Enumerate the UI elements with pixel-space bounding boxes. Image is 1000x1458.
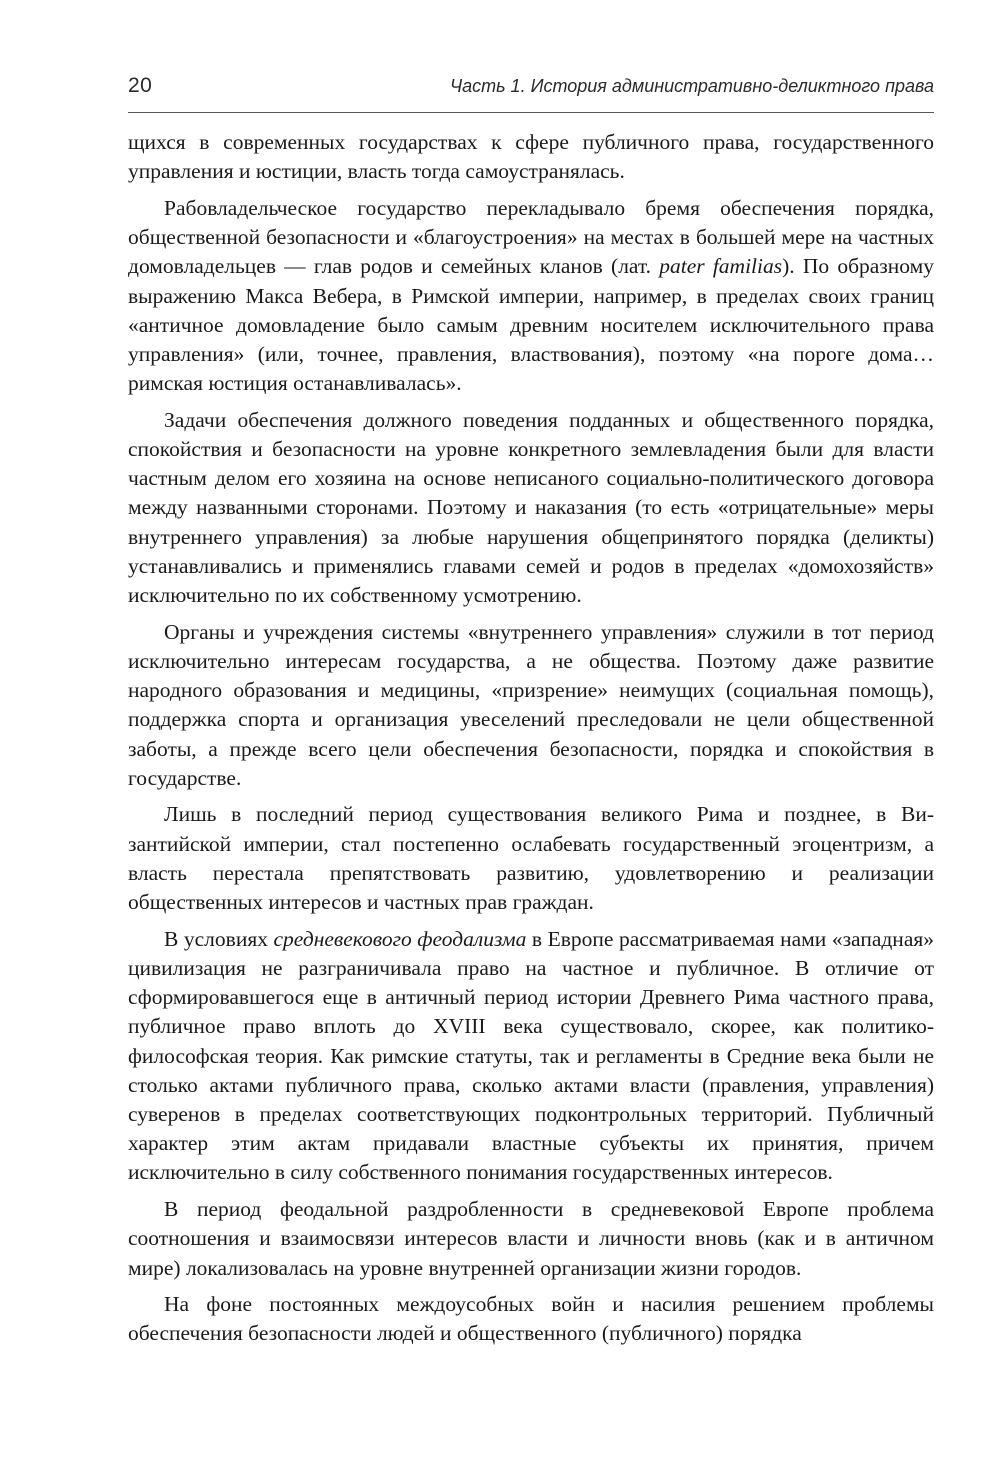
paragraph bbox=[128, 406, 934, 610]
paragraph bbox=[128, 128, 934, 186]
paragraph bbox=[128, 1195, 934, 1283]
header-rule bbox=[128, 112, 934, 113]
latin-term: pater familias bbox=[659, 254, 783, 279]
text-run: ). По образному выражению Макса Вебера, в Римской империи, например, в пределах своих границ «античное домовладение было самым древним носителем исключительного права управления» (или, точнее, правления, властвования), поэтому «на пороге дома… римская юстиция останавливалась». bbox=[128, 254, 934, 396]
page-number: 20 bbox=[128, 74, 153, 97]
text-run: Органы и учреждения системы «внутреннего управления» служили в тот период исключительно интересам государства, а не общества. Поэтому даже развитие народного образования и медицины, «призрение» неимущих (социальная помощь), поддержка спорта и организация увеселений преследовали не цели общественной заботы, а прежде всего цели обеспечения безопасности, порядка и спокойствия в государстве. bbox=[128, 619, 934, 790]
text-run: На фоне постоянных междоусобных войн и насилия решением проблемы обеспечения безопасности людей и общественного (публичного) порядка bbox=[128, 1292, 934, 1346]
text-run: щихся в современных государствах к сфере публичного права, государственного управления и юстиции, власть тогда самоустранялась. bbox=[128, 130, 934, 184]
text-run: В период феодальной раздробленности в средневековой Европе проблема соотношения и взаимосвязи интересов власти и личности вновь (как и в античном мире) локализовалась на уровне внутренней организации жизни городов. bbox=[128, 1197, 934, 1280]
body-text bbox=[128, 128, 934, 1356]
text-run: В условиях bbox=[164, 926, 274, 951]
text-run: в Европе рассматриваемая нами «западная» цивилизация не разграничивала право на частное и публичное. В отличие от сформировавшегося еще в античный период истории Древнего Рима частного права, публичное право вплоть до XVIII века существовало, скорее, как политико-философская теория. Как римские статуты, так и регламенты в Средние века были не столько актами публичного права, сколько актами власти (правления, управления) суверенов в пределах соответствующих подконтрольных территорий. Публичный характер этим актам придавали властные субъекты их принятия, причем исключительно в силу собственного понимания государственных интересов. bbox=[128, 926, 934, 1185]
paragraph bbox=[128, 194, 934, 398]
page-header bbox=[128, 72, 934, 102]
emphasis-term: средневекового феодализма bbox=[273, 926, 527, 951]
paragraph bbox=[128, 800, 934, 917]
text-run: Лишь в последний период существования великого Рима и позднее, в Византийской империи, стал постепенно ослабевать государственный эгоцентризм, а власть перестала препятствовать развитию, удовлетворению и реализации общественных интересов и частных прав граждан. bbox=[128, 802, 934, 915]
text-run: Задачи обеспечения должного поведения подданных и общественного порядка, спокойствия и безопасности на уровне конкретного землевладения были для власти частным делом его хозяина на основе неписаного социально-политического договора между названными сторонами. Поэтому и наказания (то есть «отрицательные» меры внутреннего управления) за любые нарушения общепринятого порядка (деликты) устанавливались и применялись главами семей и родов в пределах «домохозяйств» исключительно по их собственному усмотрению. bbox=[128, 407, 934, 608]
running-head: Часть 1. История административно-деликтного права bbox=[449, 76, 934, 96]
paragraph bbox=[128, 618, 934, 793]
paragraph bbox=[128, 1290, 934, 1348]
text-run: Рабовладельческое государство перекладывало бремя обеспечения порядка, общественной безопасности и «благоустроения» на местах в большей мере на частных домовладельцев — глав родов и семейных кланов (лат. bbox=[128, 195, 934, 279]
paragraph bbox=[128, 925, 934, 1188]
